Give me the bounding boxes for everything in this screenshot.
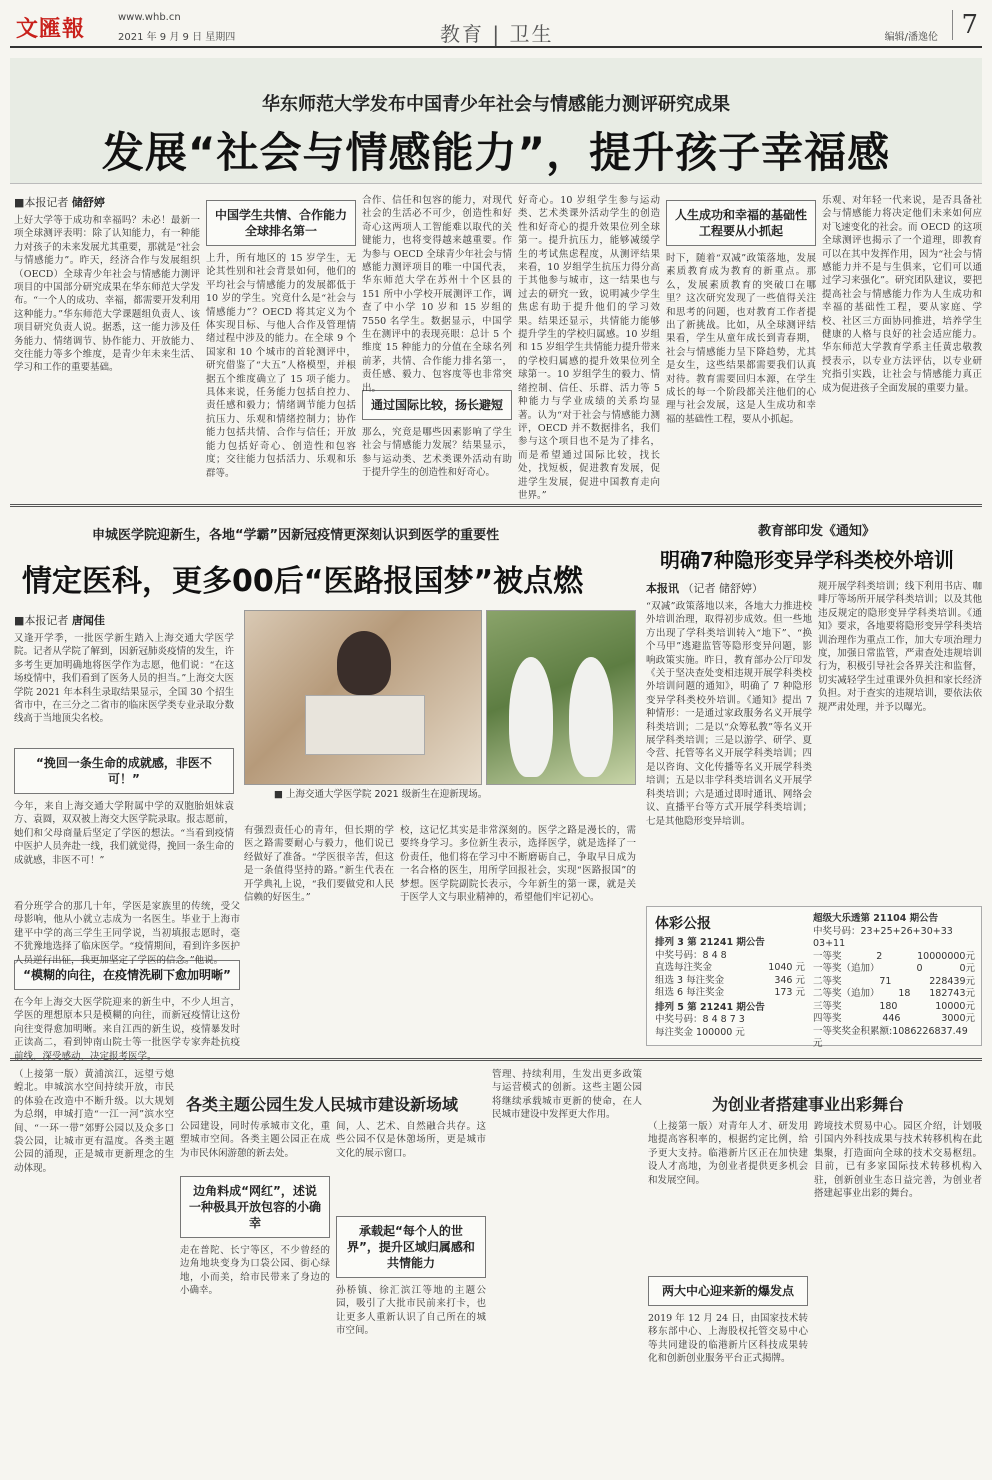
parks-headline: 各类主题公园生发人民城市建设新场域 [186, 1095, 459, 1114]
section-title: 教育 | 卫生 [440, 22, 554, 46]
medical-story-column-2 [244, 824, 394, 904]
byline-name: 唐闻佳 [71, 614, 105, 627]
parks-column-3 [336, 1120, 486, 1468]
article-text: （上接第一版）黄浦滨江，远望亏熄蝗北。申城滨水空间持续开放，市民的体验在改造中不断升级。以大规划为总纲，申城打造“一江一河”滨水空间、“一环一带”郊野公园以及众多口袋公园，让城市更有温度。各类主题公园的涌现，正是城市更新理念的生动体现。 [14, 1069, 174, 1174]
dlt-number [813, 926, 975, 951]
student-photo [244, 610, 482, 785]
article-text: 看分班学合的那几十年，学医是家族里的传统，受父母影响，他从小就立志成为一名医生。毕业于上海市建平中学的高三学生王同学说，当初填报志愿时，毫不犹豫地选择了临床医学。“疫情期间，看到许多医护人员逆行出征，我更加坚定了学医的信念。”他说。 [14, 901, 240, 966]
laptop-shape [305, 695, 425, 755]
top-story-kicker: 华东师范大学发布中国青少年社会与情感能力测评研究成果 [262, 94, 730, 115]
winner-count: 71 [879, 975, 892, 987]
p5-label-text: 排列 5 第 21241 期公告 [655, 1001, 765, 1013]
issue-date: 2021 年 9 月 9 日 星期四 [118, 32, 236, 43]
parks-subhead-1: 边角料成“网红”，述说一种极具开放包容的小确幸 [180, 1176, 330, 1238]
top-story-column-4 [518, 194, 660, 501]
training-headline: 明确7种隐形变异学科类校外培训 [660, 548, 954, 572]
article-text: 规开展学科类培训；线下利用书店、咖啡厅等场所开展学科类培训；以及其他违反规定的隐形变异学科类培训。《通知》要求，各地要将隐形变异学科类培训治理作为重点工作，加大专项治理力度，加强日常监管，严肃查处违规培训行为，积极引导社会各界关注和监督，切实减轻学生过重课外负担和家长经济负担。对于查实的违规培训，要依法依规严肃处理，并予以曝光。 [818, 581, 982, 713]
dlt-prize-rows [813, 951, 975, 1026]
dlt-prize-row [813, 951, 975, 964]
venture-column-2 [814, 1120, 982, 1468]
venture-subhead-1: 两大中心迎来新的爆发点 [648, 1276, 808, 1306]
article-text: 有强烈责任心的青年，但长期的学医之路需要耐心与毅力，他们说已经做好了准备。“学医很辛苦，但这是一条值得坚持的路。”新生代表在开学典礼上说，“我们要做党和人民信赖的好医生。” [244, 825, 394, 904]
top-story-banner [10, 58, 982, 184]
medical-story-subhead-2: “模糊的向往，在疫情洗刷下愈加明晰” [14, 960, 240, 990]
twin-figure-right [569, 657, 613, 777]
p3-label-text: 排列 3 第 21241 期公告 [655, 937, 765, 948]
parks-subhead-2: 承载起“每个人的世界”，提升区域归属感和共情能力 [336, 1216, 486, 1278]
prize-level: 三等奖 [813, 1000, 842, 1012]
article-text: 好奇心。10 岁组学生参与运动类、艺术类课外活动学生的创造性和好奇心的提升效果位列全球第一。提升抗压力，能够减缓学生的考试焦虑程度，从测评结果来看，10 岁组学生抗压力得分高于其他参与城市，这一结果也与过去的研究一致，说明减少学生焦虑有助于提升他们的学习效果。结果还显示，共情能力能够提升学生的学校归属感。10 岁组和 15 岁组学生共情能力提升带来的学校归属感的提升效果位列全球第一。10 岁组学生的毅力、情绪控制、信任、乐群、活力等 5 种能力与学业成绩的关系均显著。认为“对于社会与情感能力测评，OECD 并不数据排名，我们参与这个项目也不是为了排名，而是希望通过国际比较，找长处，找短板，促进教育发展，促进学生发展，促进中国教育走向世界。” [518, 195, 660, 501]
venture-column-1 [648, 1120, 808, 1468]
article-text: 时下，随着“双减”政策落地，发展素质教育成为教育的新重点。那么，发展素质教育的突破口在哪里？这次研究发现了一些值得关注和思考的问题，也对教育工作者提出了新挑战。比如，从全球测评结果看，学生从童年成长到青春期，社会与情感能力呈下降趋势，尤其是女生，这些结果都需要我们认真对待。教育需要回归本源，在学生成长的每一个阶段都关注他们的心理与社会发展，这是人生成功和幸福的基础性工程，要从小抓起。 [666, 253, 816, 425]
medical-story-byline [14, 612, 234, 628]
masthead [10, 4, 982, 48]
prize-label: 组选 3 每注奖金 [655, 974, 725, 986]
p5-number [655, 1014, 805, 1027]
article-text: 走在普陀、长宁等区，不少曾经的边角地块变身为口袋公园、街心绿地，小而美，给市民带来了身边的小确幸。 [180, 1245, 330, 1297]
prize-amount: 3000元 [941, 1013, 975, 1024]
prize-level: 二等奖 [813, 975, 842, 987]
editor-credit: 编辑/潘逸伦 [884, 32, 938, 43]
dlt-prize-row [813, 963, 975, 976]
article-text: 乐观、对年轻一代来说，是否具备社会与情感能力将决定他们未来如何应对飞速变化的社会。而 OECD 的这项全球测评也揭示了一个道理，即教育可以在其中发挥作用，因为“社会与情感能力并不是与生俱来，它们可以通过学习来强化”。研究团队建议，要把提高社会与情感能力作为人生成功和幸福的基础性工程，要从家庭、学校、社区三方面协同推进，培养学生健康的人格与良好的社会适应能力。华东师范大学教育学系主任黄忠敬教授表示，以专业方法评估，以专业研究指引实践，让社会与情感能力真正成为促进孩子全面发展的重要力量。 [822, 195, 982, 394]
parks-column-2 [180, 1120, 330, 1468]
article-text: 2019 年 12 月 24 日，由国家技术转移东部中心、上海股权托管交易中心等共同建设的临港新片区科技成果转化和创新创业服务平台正式揭牌。 [648, 1313, 808, 1365]
winner-count: 180 [879, 1000, 898, 1012]
prize-value: 1040 元 [768, 962, 805, 973]
medical-story-kicker: 申城医学院迎新生，各地“学霸”因新冠疫情更深刻认识到医学的重要性 [92, 528, 500, 543]
p5-prize [655, 1027, 805, 1040]
parks-column-4 [492, 1068, 642, 1468]
lottery-title: 体彩公报 [655, 916, 711, 932]
prize-level: 一等奖 [813, 950, 842, 962]
byline-name: （记者 储舒婷） [682, 582, 763, 595]
p3-number-text: 中奖号码：8 4 8 [655, 949, 727, 961]
p3-label [655, 937, 805, 950]
p5-label [655, 1002, 805, 1015]
byline-label: ■本报记者 [14, 614, 69, 627]
venture-headline: 为创业者搭建事业出彩舞台 [712, 1095, 905, 1114]
article-text: 跨境技术贸易中心。园区介绍，计划吸引国内外科技成果与技术转移机构在此集聚，打造面向全球的技术交易枢纽。目前，已有多家国际技术转移机构入驻，创新创业生态日益完善，为创业者搭建起事业出彩的舞台。 [814, 1121, 982, 1200]
prize-label: 组选 6 每注奖金 [655, 987, 725, 998]
top-story-subhead-3: 人生成功和幸福的基础性工程要从小抓起 [666, 200, 816, 246]
prize-value: 346 元 [774, 974, 805, 986]
prize-amount: 228439元 [929, 975, 975, 987]
website-url[interactable]: www.whb.cn [118, 12, 181, 23]
article-text: 今年，来自上海交通大学附属中学的双胞胎姐妹袁方、袁圆，双双被上海交大医学院录取。报志愿前，她们和父母商量后坚定了学医的想法。“当看到疫情中医护人员奔赴一线，我们就觉得，挽回一条生命的成就感，非医不可！” [14, 801, 234, 866]
p3-prize-row [655, 962, 805, 975]
article-text: 在今年上海交大医学院迎来的新生中，不少人坦言，学医的理想原本只是模糊的向往，而新冠疫情让这份向往变得愈加明晰。来自江西的新生说，疫情暴发时正读高二，看到钟南山院士等一批医学专家奔赴抗疫前线，深受感动，决定报考医学。 [14, 997, 240, 1062]
photo-caption: ■ 上海交通大学医学院 2021 级新生在迎新现场。 [274, 789, 488, 800]
prize-level: 四等奖 [813, 1013, 842, 1024]
top-story-column-3 [362, 194, 512, 494]
byline-label: 本报讯 [646, 582, 679, 595]
dlt-title-text: 超级大乐透第 21104 期公告 [813, 913, 939, 924]
medical-story-column-2-cont [14, 900, 240, 1062]
prize-amount: 10000000元 [917, 950, 975, 962]
lottery-right [813, 913, 975, 1051]
winner-count: 18 [898, 988, 911, 999]
prize-label: 直选每注奖金 [655, 962, 713, 973]
dlt-pool [813, 1026, 975, 1051]
training-column-2 [818, 580, 982, 900]
section-divider [10, 1058, 982, 1061]
parks-column-1 [14, 1068, 174, 1468]
medical-story-subhead-1: “挽回一条生命的成就感，非医不可！” [14, 748, 234, 794]
prize-amount: 10000元 [935, 1000, 975, 1012]
p5-prize-text: 每注奖金 100000 元 [655, 1026, 745, 1038]
training-column-1 [646, 580, 812, 900]
byline-label: ■本报记者 [14, 196, 69, 209]
student-figure [337, 631, 391, 695]
twin-figure-left [509, 657, 553, 777]
prize-value: 173 元 [774, 987, 805, 998]
p3-prize-rows [655, 962, 805, 1000]
medical-story-column-1 [14, 612, 234, 892]
medical-story-headline: 情定医科，更多00后“医路报国梦”被点燃 [22, 564, 584, 599]
top-story-byline [14, 194, 200, 210]
section-divider [10, 504, 982, 507]
article-text: 合作、信任和包容的能力，对现代社会的生活必不可少，创造性和好奇心这两项人工智能难以取代的关键能力，也将变得越来越重要。作为参与 OECD 全球青少年社会与情感能力测评项目的唯一中国代表，华东师范大学在苏州十个区县的 151 所中小学校开展测评工作，调查了中小学 10 岁和 15 岁组的 7550 名学生。数据显示，中国学生在测评中的表现亮眼：总计 5 个维度 15 种能力的分值在全球名列前茅，共情、合作能力排名第一，责任感、毅力、包容度等也非常突出。 [362, 195, 512, 394]
article-text: 上好大学等于成功和幸福吗？未必！最新一项全球测评表明：除了认知能力，有一种能力对孩子的未来发展尤其重要，那就是“社会与情感能力”。昨天，经济合作与发展组织（OECD）全球青少年社会与情感能力测评项目的中国部分研究成果在华东师范大学发布。“一个人的成功、幸福，都需要开发利用这种能力。”华东师范大学课题组负责人、该项目研究负责人说。据悉，这一能力涉及任务能力、情绪调节、协作能力、开放能力、交往能力等多个维度，是青少年未来生活、学习和工作的重要基础。 [14, 215, 200, 374]
training-byline [646, 580, 812, 596]
top-story-column-1 [14, 194, 200, 494]
byline-name: 储舒婷 [71, 196, 105, 209]
prize-amount: 182743元 [929, 988, 975, 999]
lottery-bulletin [646, 906, 982, 1049]
winner-count: 2 [876, 950, 883, 962]
dlt-prize-row [813, 976, 975, 989]
dlt-pool-text: 一等奖奖金积累额:1086226837.49元 [813, 1025, 968, 1049]
page-number: 7 [952, 10, 978, 40]
lottery-left [655, 913, 805, 1039]
article-text: 那么，究竟是哪些因素影响了学生社会与情感能力发展？结果显示，参与运动类、艺术类课外活动有助于提升学生的创造性和好奇心。 [362, 427, 512, 479]
dlt-prize-row [813, 988, 975, 1001]
article-text: 又逢开学季，一批医学新生踏入上海交通大学医学院。记者从学院了解到，因新冠肺炎疫情的发生，许多考生更加明确地将医学作为志愿，他们说：“在这场疫情中，我们看到了医务人员的担当。”上海交大医学院 2021 年本科生录取结果显示，全国 30 个招生省市中，在三分之二省市的临床医学类专业录取分数线高于当地顶尖名校。 [14, 633, 234, 725]
twins-photo [486, 610, 636, 785]
article-text: 孙桥镇、徐汇滨江等地的主题公园，吸引了大批市民前来打卡，也让更多人重新认识了自己所在的城市空间。 [336, 1285, 486, 1337]
top-story-column-5 [666, 194, 816, 494]
prize-amount: 0元 [959, 963, 975, 974]
dlt-prize-row [813, 1001, 975, 1014]
dlt-number-text: 中奖号码：23+25+26+30+33 03+11 [813, 925, 953, 949]
p3-prize-row [655, 987, 805, 1000]
p3-prize-row [655, 975, 805, 988]
training-kicker: 教育部印发《通知》 [758, 524, 876, 539]
winner-count: 446 [882, 1013, 901, 1024]
top-story-column-2 [206, 194, 356, 494]
winner-count: 0 [916, 963, 923, 974]
article-text: 管理、持续利用，生发出更多政策与运营模式的创新。这些主题公园将继续承载城市更新的使命，在人民城市建设中发挥更大作用。 [492, 1069, 642, 1121]
article-text: 校，这记忆其实是非常深刻的。医学之路是漫长的，需要终身学习。多位新生表示，选择医学，就是选择了一份责任，他们将在学习中不断磨砺自己，争取早日成为一名合格的医生，用所学回报社会，实现“医路报国”的梦想。医学院副院长表示，今年新生的第一课，就是关于医学人文与职业精神的，希望他们牢记初心。 [400, 825, 636, 904]
medical-story-column-4 [400, 824, 636, 904]
article-text: “双减”政策落地以来，各地大力推进校外培训治理，取得初步成效。但一些地方出现了学科类培训转入“地下”、“换个马甲”逃避监管等隐形变异问题，影响政策实施。昨日，教育部办公厅印发《关于坚决查处变相违规开展学科类校外培训问题的通知》，明确了 7 种隐形变异学科类校外培训。《通知》提出 7 种情形：一是通过家政服务名义开展学科类培训；二是以“众筹私教”等名义开展学科类培训；三是以游学、研学、夏令营、托管等名义开展学科类培训；四是以咨询、文化传播等名义开展学科类培训；五是以非学科类培训名义开展学科类培训；六是通过即时通讯、网络会议、直播平台等方式开展学科类培训；七是其他隐形变异培训。 [646, 601, 812, 827]
article-text: （上接第一版）对青年人才、研发用地提高容积率的，根据约定比例，给予更大支持。临港新片区正在加快建设人才高地，为创业者提供更多机会和发展空间。 [648, 1121, 808, 1186]
prize-level: 二等奖（追加） [813, 988, 880, 999]
top-story-subhead-2: 通过国际比较，扬长避短 [362, 390, 512, 420]
prize-level: 一等奖（追加） [813, 963, 880, 974]
article-text: 上升，所有地区的 15 岁学生，无论其性别和社会背景如何，他们的平均社会与情感能力的发展都低于 10 岁的学生。究竟什么是“社会与情感能力”？OECD 将其定义为个体实现目标、与他人合作及管理情绪过程中涉及的能力。在全球 9 个国家和 10 个城市的首轮测评中，研究借鉴了“大五”人格模型，并根据五个维度确立了 15 项子能力。具体来说，任务能力包括自控力、责任感和毅力；情绪调节能力包括抗压力、乐观和情绪控制力；协作能力包括共情、合作与信任；开放能力包括好奇心、创造性和包容度；交往能力包括活力、乐观和乐群等。 [206, 253, 356, 479]
article-text: 公园建设，同时传承城市文化，重塑城市空间。各类主题公园正在成为市民休闲游憩的新去处。 [180, 1121, 330, 1159]
top-story-column-6 [822, 194, 982, 494]
article-text: 间，人、艺术、自然融合共存。这些公园不仅是休憩场所，更是城市文化的展示窗口。 [336, 1121, 486, 1159]
p5-number-text: 中奖号码：8 4 8 7 3 [655, 1014, 745, 1025]
dlt-prize-row [813, 1013, 975, 1026]
dlt-title [813, 913, 975, 926]
p3-number [655, 950, 805, 963]
top-story-subhead-1: 中国学生共情、合作能力全球排名第一 [206, 200, 356, 246]
top-story-headline: 发展“社会与情感能力”，提升孩子幸福感 [101, 128, 891, 177]
newspaper-logo: 文匯報 [16, 16, 86, 42]
